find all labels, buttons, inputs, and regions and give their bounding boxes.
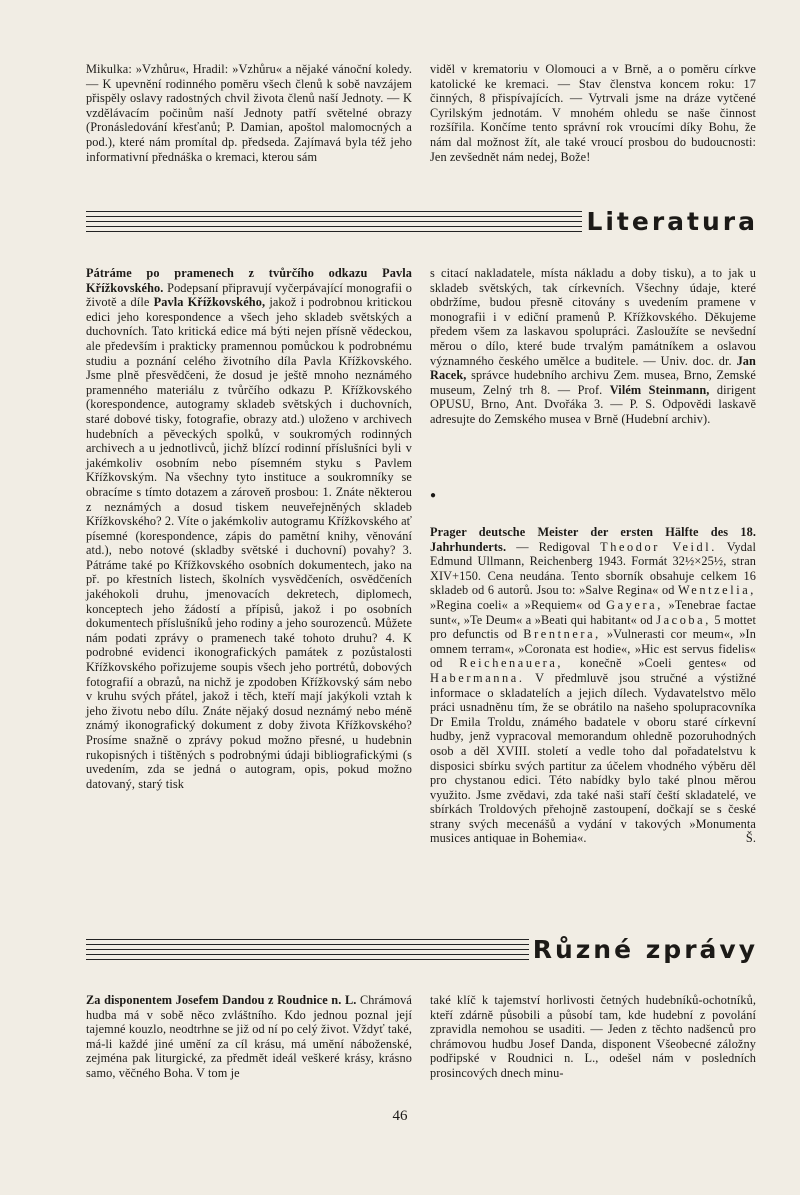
composer-name: Brentnera, — [523, 627, 601, 642]
composer-name: Wentzelia, — [678, 583, 756, 598]
person-name: Pavla Křížkovského, — [153, 295, 266, 310]
article-text: konečně »Coeli gentes« od — [579, 656, 756, 671]
top-right-column — [430, 62, 756, 164]
article-heading: Za disponentem Josefem Dandou z Roudnice n. L. — [86, 993, 357, 1007]
article-text: Podepsaní připravují vyčerpávající monografii o životě a díle — [86, 280, 412, 310]
article-krizkovsky-continued — [430, 266, 756, 427]
composer-name: Gayera, — [606, 597, 663, 612]
top-left-text: Mikulka: »Vzhůru«, Hradil: »Vzhůru« a nějaké vánoční koledy. — K upevnění rodinného poměru všech členů k sobě navzájem přispěly oslavy radostných chvil života členů naší Jednoty. — K vzdělávacím počinům naší Jednoty patří světelné obrazy (Pronásledování křesťanů; P. Damian, apoštol malomocných a pod.), které nám promítal dp. předseda. Zajímavá byla též jeho informativní přednáška o kremaci, kterou sám — [86, 62, 412, 164]
header-rules — [86, 939, 529, 964]
zpravy-header — [86, 935, 758, 975]
top-right-text: viděl v krematoriu v Olomouci a v Brně, a o poměru církve katolické ke kremaci. — Stav členstva koncem roku: 17 činných, 8 přispívajících. — Vytrvali jsme na dráze vytčené Cyrilským jednotám. V mnohém ohledu se naše činnost rozšířila. Končíme tento správní rok vroucími díky Bohu, že nám dal možnost žít, ale také vroucí prosbou do budoucnosti: Jen zevšednět nám nedej, Bože! — [430, 62, 756, 164]
article-text: také klíč k tajemství horlivosti četných hudebníků-ochotníků, kteří zdárně působili a působí tam, kde hudební z povolání zpravidla nemohou se usaditi. — Jeden z těchto nadšenců pro chrámovou hudbu Josef Danda, disponent Všeobecné záložny podřipské v Roudnici n. L., odešel nám v posledních prosincových dnech minu- — [430, 993, 756, 1080]
article-text: správce hudebního archivu Zem. musea, Brno, Zemské museum, Zelný trh 8. — Prof. — [430, 368, 756, 397]
top-left-column — [86, 62, 412, 164]
composer-name: Reichenauera, — [459, 656, 564, 671]
article-heading: Pátráme po pramenech z tvůrčího odkazu Pavla Křížkovského. — [86, 266, 412, 295]
article-text: »Vulnerasti cor meum«, »In omnem terram«, »Coronata est hodie«, »Hic est servus fidelis« od — [430, 627, 756, 671]
person-name: Vilém Steinmann, — [609, 382, 710, 397]
article-text: dirigent OPUSU, Brno, Ant. Dvořáka 3. — P. S. Odpovědi laskavě adresujte do Zemského musea v Brně (Hudební archiv). — [430, 382, 756, 426]
bullet-dot: ● — [430, 490, 437, 501]
composer-name: Habermanna. — [430, 670, 525, 685]
author-signature: Š. — [745, 831, 756, 846]
article-krizkovsky — [86, 266, 412, 791]
person-name: Jan Racek, — [430, 353, 756, 383]
article-text: »Regina coeli« a »Requiem« od — [430, 597, 601, 612]
composer-name: Jacoba, — [656, 612, 711, 627]
literatura-header — [86, 207, 758, 247]
article-text: Vydal Edmund Ullmann, Reichenberg 1943. Formát 32½×25½, stran XIV+150. Cena neudána. Tento sborník obsahuje celkem 16 skladeb od 6 autorů. Jsou to: »Salve Regina« od — [430, 539, 756, 598]
article-text: s citací nakladatele, místa nákladu a doby tisku), a to jak u skladeb světských, tak církevních. Všechny údaje, které obdržíme, budou přesně citovány s uvedením pramene v monografii i v ediční pramenů P. Křížkovského. Děkujeme předem všem za laskavou spolupráci. Zasloužíte se nevšední měrou o dílo, které bude trvalým památníkem a oslavou významného českého umělce a buditele. — Univ. doc. dr. — [430, 266, 756, 368]
editor-name: Theodor Veidl. — [600, 539, 717, 554]
article-text: Chrámová hudba má v sobě něco zvláštního. Kdo jednou poznal její tajemné kouzlo, neodtrhne se již od ní po celý život. Vždyť také, má-li každé jiné umění za cíl krásu, má umění náboženské, zejména pak liturgické, za předmět ideál veškeré krásy, krásno samo, věčného Boha. V tom je — [86, 993, 412, 1080]
article-danda — [86, 993, 412, 1081]
article-text: V předmluvě jsou stručné a výstižné informace o skladatelích a jejich dílech. Vydavatelstvo mělo práci usnadněnu tím, že se obrátilo na našeho spolupracovníka Dr Emila Troldu, známého badatele v oboru staré církevní hudby, jenž vypracoval memorandum ohledně pozoruhodných osob a děl XVIII. století a vedle toho dal pořadatelstvu k disposici sbírku svých partitur za účelem vhodného výběru děl pro chystanou edici. Této nabídky bylo také plnou měrou využito. Jsme zvědavi, zda také naši staří čeští skladatelé, ve sbírkách Troldových přehojně zastoupení, dočkají se s české strany svých mecenášů a vydání v takových »Monumenta musices antiquae in Bohemia«. — [430, 670, 757, 846]
header-rules — [86, 211, 582, 236]
article-prager-meister — [430, 525, 756, 846]
article-danda-continued — [430, 993, 756, 1081]
article-heading: Prager deutsche Meister der ersten Hälfte des 18. Jahrhunderts. — [430, 525, 756, 554]
zpravy-title: Různé zprávy — [529, 935, 758, 965]
article-text: »Tenebrae factae sunt«, »Te Deum« a »Beati qui habitant« od — [430, 597, 756, 627]
article-text: jakož i podrobnou kritickou edici jeho korespondence a všech jeho skladeb světských a duchovních. Tato kritická edice má býti nejen přísně vědeckou, ale především i prakticky pramennou pomůckou k podrobnému studiu a poznání celého životního díla Pavla Křížkovského. Jsme plně přesvědčeni, že dosud je ještě mnoho neznámého pramenného materiálu z tvůrčího odkazu P. Křížkovského (korespondence, autogramy skladeb světských i duchovních, staré dobové tisky, fotografie, obrazy atd.) uloženo v archivech hudebních a pěveckých spolků, v soukromých rodinných archivech a u jednotlivců, jichž blízcí rodinní příslušníci byli v jakémkoliv osobním nebo písemném styku s Pavlem Křížkovským. Na všechny tyto instituce a soukromníky se obracíme s tímto dotazem a zároveň prosbou: 1. Znáte některou z neznámých a dosud tiskem neuveřejněných skladeb Křížkovského? 2. Víte o jakémkoliv autogramu Křížkovského ať písemné (korespondence, zápis do pamětní knihy, věnování atd.), nebo notové (skladby světské i duchovní) povahy? 3. Pátráme také po Křížkovského osobních dokumentech, jako na př. po křestních listech, školních vysvědčeních, osvědčeních jakéhokoli druhu, jmenovacích dekretech, diplomech, konceptech jeho žádostí a přípisů, jakož i po osobních dokumentech příslušníků jeho rodiny a jeho sourozenců. Můžete nám podati zprávy o pramenech také tohoto druhu? 4. K podrobné evidenci ikonografických památek z pozůstalosti Křížkovského pořizujeme soupis všech jeho portrétů, dobových fotografií a obrazů, na nichž je zpodoben Křížkovský sám nebo v kruhu svých přátel, jakož i těch, kteří mají jakýkoli vztah k jeho životu nebo dílu. Znáte nějaký dosud neznámý nebo méně známý ikonografický dokument z doby života Křížkovského? Prosíme snažně o zprávy pokud možno přesné, u hudebnin rukopisných i tištěných s podrobnými údaji bibliografickými (s uvedením, zda se jedná o autogram, opis, pokud možno datovaný, starý tisk — [86, 295, 412, 791]
article-text: — Redigoval — [516, 539, 591, 554]
article-text: 5 mottet pro defunctis od — [430, 612, 756, 642]
literatura-title: Literatura — [582, 207, 758, 237]
page-number: 46 — [392, 1108, 408, 1124]
